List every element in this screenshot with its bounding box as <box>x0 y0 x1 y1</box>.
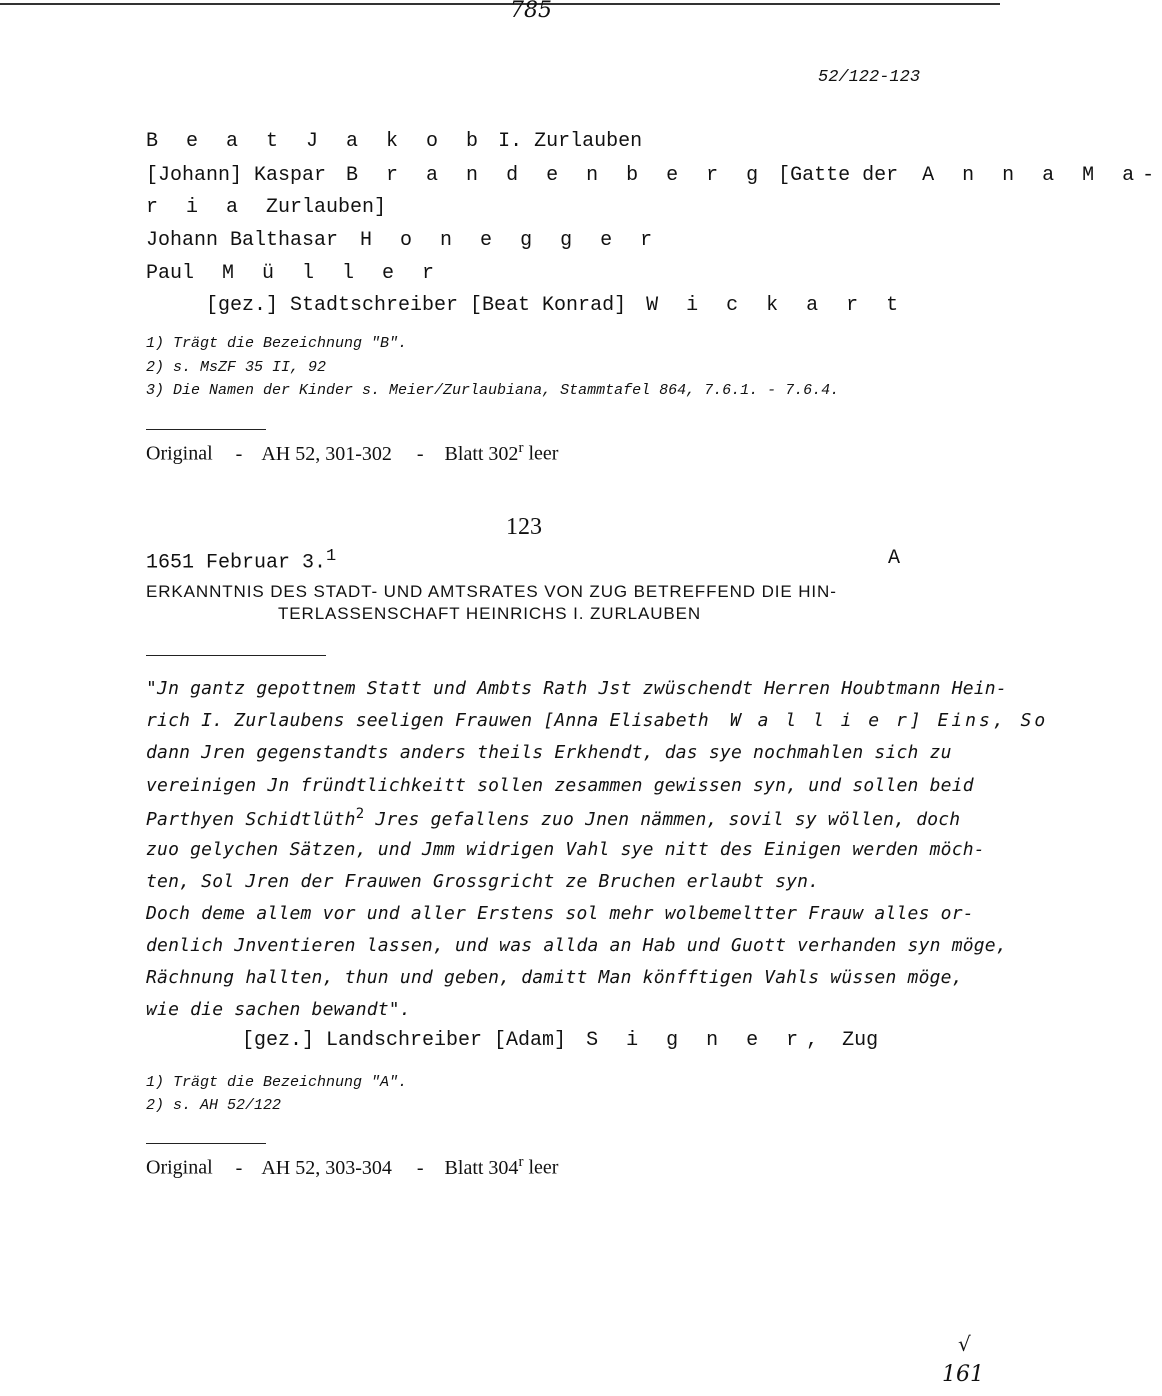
name-spaced: r i a <box>146 196 247 219</box>
original-reference-2 <box>146 1154 558 1180</box>
footnote-3: 3) Die Namen der Kinder s. Meier/Zurlaubiana, Stammtafel 864, 7.6.1. - 7.6.4. <box>146 382 840 399</box>
signature-text: [gez.] Stadtschreiber [Beat Konrad] <box>206 294 627 317</box>
original-label: Original <box>146 1156 213 1179</box>
footnote-2: 2) s. MsZF 35 II, 92 <box>146 359 327 376</box>
archive-ref: AH 52, 301-302 <box>261 442 392 465</box>
blatt-sup: r <box>518 1154 524 1170</box>
name-spaced: H o n e g g e r <box>360 229 661 252</box>
separator-rule-1 <box>146 429 266 430</box>
dash: - <box>416 442 424 465</box>
blatt-sup: r <box>518 440 524 456</box>
body-line-8: Doch deme allem vor und aller Erstens sol mehr wolbemeltter Frauw alles or- <box>146 903 974 924</box>
dash: - <box>235 442 243 465</box>
document-letter: A <box>888 547 901 570</box>
date-text: 1651 Februar 3. <box>146 551 327 575</box>
body-line-3: dann Jren gegenstandts anders theils Erkhendt, das sye nochmahlen sich zu <box>146 742 952 763</box>
blatt-ref: Blatt 304 <box>444 1156 519 1179</box>
body-text: Parthyen Schidtlüth <box>146 809 356 830</box>
name-prefix: Johann Balthasar <box>146 229 339 252</box>
signature-text: Zug <box>842 1029 879 1052</box>
leer-text: leer <box>528 1156 559 1179</box>
footnote-1: 1) Trägt die Bezeichnung "B". <box>146 335 408 352</box>
name-text: Zurlauben] <box>266 196 387 219</box>
footnote-a2: 2) s. AH 52/122 <box>146 1097 282 1114</box>
name-prefix: [Johann] Kaspar <box>146 164 327 187</box>
body-line-1: "Jn gantz gepottnem Statt und Ambts Rath Jst zwüschendt Herren Houbtmann Hein- <box>146 678 1007 699</box>
name-spaced: B r a n d e n b e r g <box>346 164 767 187</box>
name-spaced: M ü l l e r <box>222 262 443 285</box>
body-line-11: wie die sachen bewandt". <box>146 999 411 1020</box>
name-spaced: A n n a M a- <box>922 164 1162 187</box>
body-text: rich I. Zurlaubens seeligen Frauwen [Anna Elisabeth <box>146 710 709 731</box>
document-heading-line-1: ERKANNTNIS DES STADT- UND AMTSRATES VON ZUG BETREFFEND DIE HIN- <box>146 582 837 601</box>
name-text: [Gatte der <box>778 164 899 187</box>
body-line-4: vereinigen Jn fründtlichkeitt sollen zesammen gewissen syn, und sollen beid <box>146 775 974 796</box>
document-heading-line-2: TERLASSENSCHAFT HEINRICHS I. ZURLAUBEN <box>278 604 702 623</box>
dash: - <box>235 1156 243 1179</box>
reference-number: 52/122-123 <box>818 68 921 87</box>
name-line-3 <box>146 196 386 219</box>
leer-text: leer <box>528 442 559 465</box>
name-rest: I. Zurlauben <box>498 130 643 153</box>
body-text: Jres gefallens zuo Jnen nämmen, sovil sy wöllen, doch <box>364 809 961 830</box>
blatt-ref: Blatt 302 <box>444 442 519 465</box>
original-label: Original <box>146 442 213 465</box>
handwritten-checkmark: √ <box>958 1332 971 1356</box>
body-footnote-marker: 2 <box>355 806 365 822</box>
signature-spaced: S i g n e r, <box>586 1029 827 1052</box>
archive-ref: AH 52, 303-304 <box>261 1156 392 1179</box>
body-line-2 <box>146 710 1048 731</box>
name-prefix: Paul <box>146 262 195 285</box>
name-line-4 <box>146 229 660 252</box>
name-line-1 <box>146 130 642 153</box>
top-edge-line <box>0 3 1000 5</box>
signature-line-1 <box>206 294 906 317</box>
name-line-2 <box>146 164 1162 187</box>
dash: - <box>416 1156 424 1179</box>
date-footnote-marker: 1 <box>326 547 337 566</box>
document-number: 123 <box>506 514 542 540</box>
separator-rule-3 <box>146 1143 266 1144</box>
body-spaced: W a l l i e r] Eins, So <box>729 710 1049 731</box>
name-line-5 <box>146 262 442 285</box>
handwritten-folio-number: 161 <box>942 1362 984 1387</box>
body-line-9: denlich Jnventieren lassen, und was allda an Hab und Guott verhanden syn möge, <box>146 935 1007 956</box>
footnote-a1: 1) Trägt die Bezeichnung "A". <box>146 1074 408 1091</box>
name-spaced: B e a t J a k o b <box>146 130 487 153</box>
handwritten-page-number: 785 <box>510 0 552 23</box>
original-reference-1 <box>146 440 558 466</box>
signature-text: [gez.] Landschreiber [Adam] <box>242 1029 567 1052</box>
signature-line-2 <box>242 1029 878 1052</box>
separator-rule-2 <box>146 655 326 656</box>
body-line-7: ten, Sol Jren der Frauwen Grossgricht ze Bruchen erlaubt syn. <box>146 871 820 892</box>
body-line-10: Rächnung hallten, thun und geben, damitt Man könfftigen Vahls wüssen möge, <box>146 967 963 988</box>
signature-spaced: W i c k a r t <box>646 294 907 317</box>
body-line-6: zuo gelychen Sätzen, und Jmm widrigen Vahl sye nitt des Einigen werden möch- <box>146 839 985 860</box>
body-line-5 <box>146 806 960 830</box>
document-date <box>146 547 336 575</box>
